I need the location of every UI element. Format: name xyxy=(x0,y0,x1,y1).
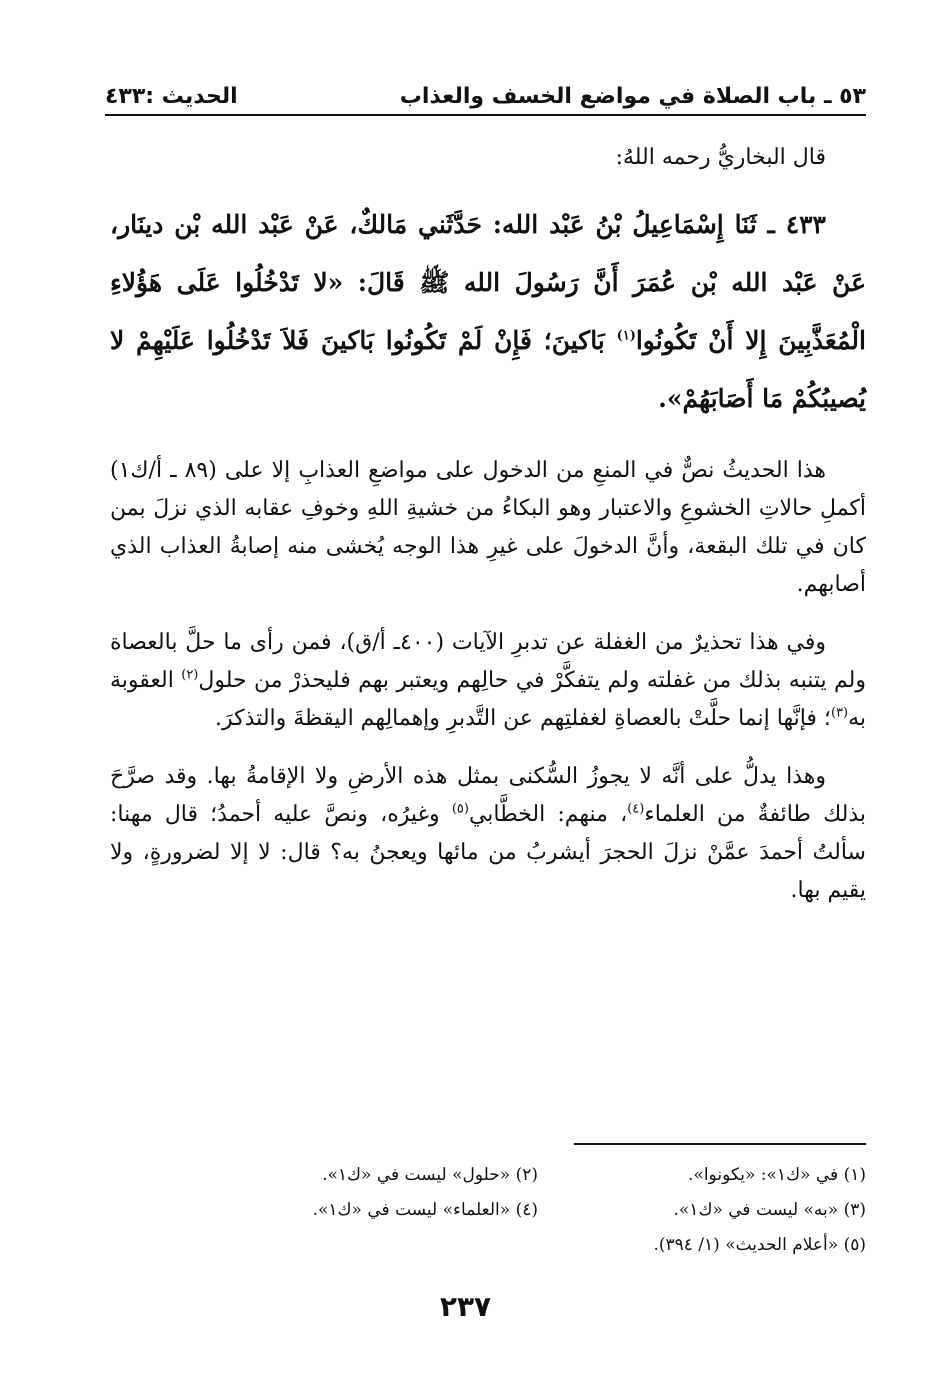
paragraph-3-part3: وغيرُه، ونصَّ عليه أحمدُ؛ قال مهنا: سألتُ أحمدَ عمَّنْ نزلَ الحجرَ أيشربُ من مائها ويعجنُ به؟ قال: لا إلا لضرورةٍ، ولا يقيم بها. xyxy=(110,802,866,903)
paragraph-2-part1: وفي هذا تحذيرٌ من الغفلة عن تدبرِ الآيات (٤٠٠ـ أ/ق)، فمن رأى ما حلَّ بالعصاة ولم يتنبه بذلك من غفلته ولم يتفكَّرْ في حالِهم ويعتبر بهم فليحذرْ من حلول xyxy=(110,630,866,693)
footnote-5: (٥) «أعلام الحديث» (١/ ٣٩٤). xyxy=(653,1235,866,1255)
main-text xyxy=(110,138,866,930)
chapter-title: ٥٣ ـ باب الصلاة في مواضع الخسف والعذاب xyxy=(399,84,866,109)
footnote-2: (٢) «حلول» ليست في «ك١». xyxy=(322,1165,538,1185)
hadith-text-part1: ٤٣٣ ـ ثَنَا إِسْمَاعِيلُ بْنُ عَبْد الله: حَدَّثَني مَالكٌ، عَنْ عَبْد الله بْن دينَار، عَنْ عَبْد الله بْن عُمَرَ أَنَّ رَسُولَ الله ﷺ قَالَ: «لا تَدْخُلُوا عَلَى هَؤُلاءِ الْمُعَذَّبِينَ إِلا أَنْ تَكُونُوا xyxy=(110,210,866,355)
footnote-divider xyxy=(574,1143,866,1145)
page-number: ٢٣٧ xyxy=(439,1290,492,1323)
paragraph-3-part1: وهذا يدلُّ على أنَّه لا يجوزُ السُّكنى بمثل هذه الأرضِ ولا الإقامةُ بها. وقد صرَّحَ بذلك طائفةٌ من العلماء xyxy=(110,764,866,827)
commentary-paragraph-2 xyxy=(110,624,866,738)
footnote-ref-2: (٢) xyxy=(181,667,199,683)
intro-line: قال البخاريُّ رحمه اللهُ: xyxy=(615,145,826,170)
footnote-grid xyxy=(250,1158,866,1263)
footnote-3: (٣) «به» ليست في «ك١». xyxy=(673,1200,866,1220)
running-header xyxy=(105,70,866,112)
footnote-4: (٤) «العلماء» ليست في «ك١». xyxy=(312,1200,538,1220)
paragraph-2-part2: العقوبة به xyxy=(110,668,866,731)
hadith-text-part2: بَاكينَ؛ فَإِنْ لَمْ تَكُونُوا بَاكينَ فَلاَ تَدْخُلُوا عَلَيْهِمْ لا يُصيبُكُمْ مَا أَصَابَهُمْ». xyxy=(110,326,866,413)
header-divider xyxy=(105,114,866,116)
commentary-paragraph-1: هذا الحديثُ نصٌّ في المنعِ من الدخول على مواضعِ العذابِ إلا على (٨٩ ـ أ/ك١) أكملِ حالاتِ الخشوعِ والاعتبار وهو البكاءُ من خشيةِ اللهِ وخوفِ عقابه الذي نزلَ بمن كان في تلك البقعة، وأنَّ الدخولَ على غيرِ هذا الوجه يُخشى منه إصابةُ العذاب الذي أصابهم. xyxy=(110,458,866,597)
footnote-ref-3: (٣) xyxy=(830,705,849,721)
footnote-ref-4: (٤) xyxy=(627,801,645,817)
hadith-text xyxy=(110,196,866,428)
footnotes xyxy=(250,1158,866,1263)
footnote-1: (١) في «ك١»: «يكونوا». xyxy=(688,1165,866,1185)
paragraph-2-part3: ؛ فإنَّها إنما حلَّتْ بالعصاةِ لغفلتِهم عن التَّدبرِ وإهمالِهم اليقظةَ والتذكرَ. xyxy=(215,706,831,731)
commentary-paragraph-3 xyxy=(110,758,866,910)
hadith-number-label: الحديث :٤٣٣ xyxy=(105,84,238,109)
paragraph-3-part2: ، منهم: الخطَّابي xyxy=(468,802,628,827)
footnote-ref-1: (١) xyxy=(616,328,636,344)
footnote-ref-5: (٥) xyxy=(451,801,469,817)
